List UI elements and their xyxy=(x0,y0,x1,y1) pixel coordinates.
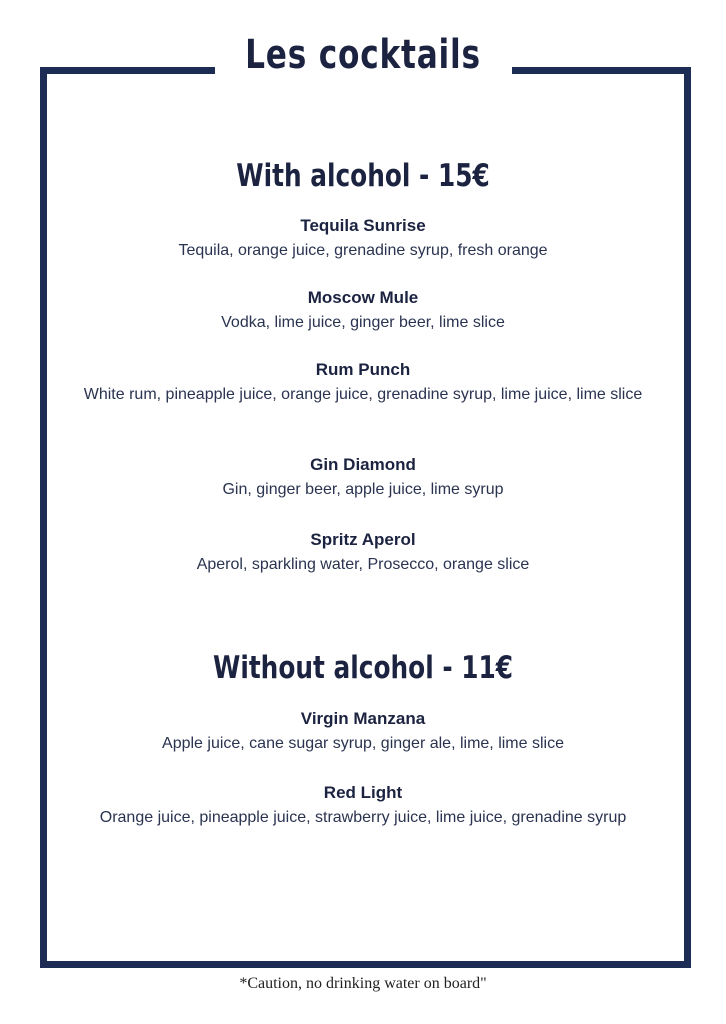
item-description: Vodka, lime juice, ginger beer, lime slice xyxy=(221,314,505,331)
menu-frame xyxy=(40,67,691,968)
section-heading-with-alcohol: With alcohol - 15€ xyxy=(236,158,490,194)
item-name: Rum Punch xyxy=(315,360,411,379)
menu-item-rum-punch xyxy=(70,359,656,406)
item-name: Spritz Aperol xyxy=(310,530,416,549)
item-description: Orange juice, pineapple juice, strawberry juice, lime juice, grenadine syrup xyxy=(99,809,627,826)
item-name: Moscow Mule xyxy=(307,288,419,307)
item-description: Aperol, sparkling water, Prosecco, orange slice xyxy=(196,556,530,573)
item-name: Tequila Sunrise xyxy=(300,216,426,235)
menu-item-moscow-mule xyxy=(70,287,656,334)
section-heading-without-alcohol: Without alcohol - 11€ xyxy=(212,650,514,686)
item-description: White rum, pineapple juice, orange juice, grenadine syrup, lime juice, lime slice xyxy=(83,386,643,403)
item-name: Virgin Manzana xyxy=(300,709,426,728)
item-description: Apple juice, cane sugar syrup, ginger ale, lime, lime slice xyxy=(162,735,564,752)
footnote: *Caution, no drinking water on board" xyxy=(239,975,487,992)
menu-item-red-light xyxy=(70,782,656,829)
item-description: Gin, ginger beer, apple juice, lime syrup xyxy=(222,481,504,498)
menu-item-spritz-aperol xyxy=(70,529,656,576)
item-name: Gin Diamond xyxy=(310,455,416,474)
menu-item-tequila-sunrise xyxy=(70,215,656,262)
item-description: Tequila, orange juice, grenadine syrup, fresh orange xyxy=(178,242,548,259)
menu-title: Les cocktails xyxy=(245,32,481,78)
item-name: Red Light xyxy=(323,783,403,802)
menu-item-virgin-manzana xyxy=(70,708,656,755)
menu-item-gin-diamond xyxy=(70,454,656,501)
